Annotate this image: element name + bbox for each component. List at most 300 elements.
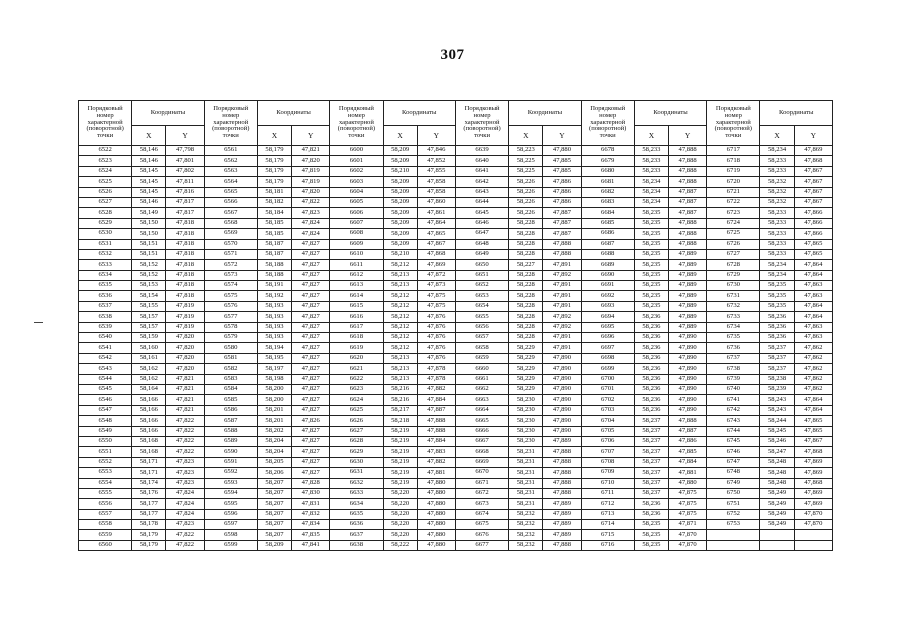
x-coordinate-cell: 58,220 [383,488,417,498]
point-number-cell: 6706 [581,436,634,446]
point-number-header: Порядковый номер характерной (поворотной) точки [581,101,634,146]
point-number-cell: 6555 [79,488,132,498]
x-coordinate-cell: 58,235 [634,249,668,259]
point-number-cell: 6749 [707,478,760,488]
point-number-cell: 6540 [79,333,132,343]
point-number-cell: 6591 [204,457,257,467]
point-number-cell: 6567 [204,208,257,218]
y-header: Y [166,126,204,146]
point-number-cell: 6577 [204,312,257,322]
x-coordinate-cell: 58,235 [634,530,668,540]
x-coordinate-cell: 58,188 [257,260,291,270]
x-coordinate-cell: 58,235 [634,239,668,249]
point-number-cell: 6636 [330,520,383,530]
x-coordinate-cell: 58,225 [509,156,543,166]
point-number-cell: 6543 [79,364,132,374]
point-number-cell: 6581 [204,353,257,363]
x-coordinate-cell: 58,161 [132,353,166,363]
x-coordinate-cell: 58,235 [634,270,668,280]
x-coordinate-cell: 58,209 [383,146,417,156]
point-number-cell: 6614 [330,291,383,301]
y-coordinate-cell: 47,860 [417,197,455,207]
y-coordinate-cell: 47,822 [166,530,204,540]
y-coordinate-cell: 47,887 [543,229,581,239]
x-coordinate-cell: 58,225 [509,166,543,176]
point-number-cell: 6556 [79,499,132,509]
y-coordinate-cell: 47,827 [292,364,330,374]
point-number-cell: 6535 [79,281,132,291]
y-coordinate-cell: 47,863 [794,322,832,332]
point-number-cell: 6637 [330,530,383,540]
point-number-cell: 6628 [330,436,383,446]
x-coordinate-cell: 58,171 [132,468,166,478]
point-number-cell: 6597 [204,520,257,530]
y-coordinate-cell: 47,887 [669,426,707,436]
y-coordinate-cell: 47,824 [166,488,204,498]
x-coordinate-cell: 58,218 [383,416,417,426]
y-coordinate-cell: 47,885 [543,156,581,166]
y-coordinate-cell: 47,887 [669,208,707,218]
point-number-cell: 6689 [581,260,634,270]
point-number-cell: 6553 [79,468,132,478]
x-coordinate-cell: 58,234 [760,270,794,280]
x-coordinate-cell: 58,193 [257,322,291,332]
point-number-cell: 6710 [581,478,634,488]
y-coordinate-cell: 47,818 [166,249,204,259]
table-row [79,509,833,519]
table-row [79,384,833,394]
y-coordinate-cell: 47,827 [292,426,330,436]
y-coordinate-cell: 47,827 [292,353,330,363]
x-coordinate-cell: 58,162 [132,374,166,384]
y-coordinate-cell: 47,822 [166,426,204,436]
y-coordinate-cell: 47,883 [417,447,455,457]
x-coordinate-cell: 58,159 [132,333,166,343]
point-number-cell: 6645 [455,208,508,218]
y-coordinate-cell: 47,890 [669,405,707,415]
y-coordinate-cell: 47,870 [794,509,832,519]
point-number-cell: 6559 [79,530,132,540]
y-coordinate-cell: 47,827 [292,447,330,457]
x-coordinate-cell: 58,236 [634,343,668,353]
y-coordinate-cell: 47,889 [543,530,581,540]
x-coordinate-cell: 58,231 [509,478,543,488]
table-row [79,540,833,550]
x-coordinate-cell: 58,229 [509,374,543,384]
point-number-cell: 6610 [330,249,383,259]
y-coordinate-cell: 47,888 [543,239,581,249]
x-coordinate-cell: 58,145 [132,166,166,176]
point-number-cell: 6674 [455,509,508,519]
point-number-cell: 6694 [581,312,634,322]
x-coordinate-cell: 58,219 [383,468,417,478]
y-header: Y [669,126,707,146]
x-coordinate-cell: 58,193 [257,301,291,311]
y-coordinate-cell: 47,880 [417,530,455,540]
point-number-cell: 6600 [330,146,383,156]
x-coordinate-cell: 58,235 [634,301,668,311]
y-coordinate-cell: 47,861 [417,208,455,218]
point-number-cell: 6537 [79,301,132,311]
x-coordinate-cell: 58,233 [634,166,668,176]
y-coordinate-cell: 47,870 [669,540,707,550]
y-coordinate-cell: 47,889 [669,291,707,301]
point-number-cell: 6571 [204,249,257,259]
x-coordinate-cell: 58,210 [383,166,417,176]
y-coordinate-cell: 47,889 [543,520,581,530]
point-number-cell: 6529 [79,218,132,228]
point-number-cell: 6606 [330,208,383,218]
x-coordinate-cell: 58,235 [634,229,668,239]
y-coordinate-cell: 47,818 [166,281,204,291]
y-coordinate-cell: 47,852 [417,156,455,166]
y-coordinate-cell: 47,862 [794,343,832,353]
point-number-cell: 6690 [581,270,634,280]
y-header: Y [417,126,455,146]
x-coordinate-cell: 58,185 [257,229,291,239]
y-coordinate-cell: 47,827 [292,384,330,394]
x-coordinate-cell: 58,151 [132,249,166,259]
y-coordinate-cell: 47,827 [292,405,330,415]
y-coordinate-cell: 47,891 [543,333,581,343]
point-number-cell: 6717 [707,146,760,156]
table-row [79,478,833,488]
point-number-cell: 6532 [79,249,132,259]
y-coordinate-cell: 47,823 [292,208,330,218]
table-row [79,208,833,218]
x-coordinate-cell: 58,213 [383,364,417,374]
x-coordinate-cell: 58,235 [634,291,668,301]
x-coordinate-cell: 58,236 [634,322,668,332]
point-number-cell: 6728 [707,260,760,270]
x-coordinate-cell: 58,236 [634,312,668,322]
x-coordinate-cell: 58,179 [257,166,291,176]
x-coordinate-cell: 58,151 [132,239,166,249]
point-number-cell: 6551 [79,447,132,457]
x-coordinate-cell: 58,150 [132,218,166,228]
point-number-cell: 6596 [204,509,257,519]
y-coordinate-cell: 47,866 [794,229,832,239]
y-coordinate-cell: 47,818 [166,239,204,249]
point-number-cell: 6533 [79,260,132,270]
point-number-cell: 6593 [204,478,257,488]
point-number-cell: 6740 [707,384,760,394]
y-coordinate-cell: 47,884 [417,436,455,446]
x-coordinate-cell: 58,179 [132,530,166,540]
point-number-cell: 6714 [581,520,634,530]
point-number-cell: 6612 [330,270,383,280]
x-coordinate-cell: 58,149 [132,208,166,218]
y-coordinate-cell: 47,890 [543,426,581,436]
point-number-cell: 6737 [707,353,760,363]
y-coordinate-cell: 47,889 [669,312,707,322]
point-number-cell: 6547 [79,405,132,415]
x-coordinate-cell: 58,219 [383,426,417,436]
table-row [79,156,833,166]
y-coordinate-cell: 47,820 [166,343,204,353]
y-coordinate-cell: 47,858 [417,187,455,197]
y-coordinate-cell: 47,846 [417,146,455,156]
x-coordinate-cell: 58,235 [760,281,794,291]
x-coordinate-cell: 58,146 [132,197,166,207]
x-coordinate-cell: 58,236 [634,353,668,363]
point-number-cell: 6676 [455,530,508,540]
y-coordinate-cell: 47,865 [417,229,455,239]
y-coordinate-cell: 47,890 [543,364,581,374]
y-coordinate-cell: 47,818 [166,218,204,228]
point-number-cell: 6536 [79,291,132,301]
y-coordinate-cell: 47,835 [292,530,330,540]
x-coordinate-cell: 58,237 [634,436,668,446]
point-number-cell: 6666 [455,426,508,436]
y-coordinate-cell: 47,866 [794,218,832,228]
y-coordinate-cell: 47,888 [669,239,707,249]
y-coordinate-cell: 47,869 [794,488,832,498]
table-row [79,395,833,405]
y-coordinate-cell: 47,866 [794,208,832,218]
table-row [79,374,833,384]
point-number-cell: 6650 [455,260,508,270]
y-coordinate-cell: 47,867 [794,166,832,176]
point-number-cell: 6524 [79,166,132,176]
x-coordinate-cell: 58,193 [257,312,291,322]
y-coordinate-cell: 47,865 [794,239,832,249]
table-header [79,101,833,146]
x-coordinate-cell: 58,236 [634,384,668,394]
x-coordinate-cell: 58,184 [257,208,291,218]
point-number-cell: 6560 [79,540,132,550]
y-coordinate-cell: 47,887 [669,187,707,197]
x-coordinate-cell: 58,233 [760,166,794,176]
point-number-cell: 6613 [330,281,383,291]
point-number-cell: 6752 [707,509,760,519]
point-number-cell: 6660 [455,364,508,374]
point-number-cell: 6640 [455,156,508,166]
x-coordinate-cell: 58,166 [132,426,166,436]
x-coordinate-cell: 58,234 [760,146,794,156]
x-coordinate-cell: 58,213 [383,374,417,384]
y-coordinate-cell: 47,816 [166,187,204,197]
x-coordinate-cell: 58,191 [257,281,291,291]
x-coordinate-cell: 58,228 [509,333,543,343]
y-coordinate-cell: 47,824 [292,229,330,239]
y-coordinate-cell: 47,824 [166,509,204,519]
point-number-cell: 6723 [707,208,760,218]
x-coordinate-cell: 58,235 [634,218,668,228]
y-coordinate-cell: 47,865 [794,416,832,426]
point-number-cell: 6554 [79,478,132,488]
point-number-cell: 6702 [581,395,634,405]
point-number-cell: 6564 [204,177,257,187]
point-number-cell: 6550 [79,436,132,446]
x-coordinate-cell: 58,153 [132,281,166,291]
x-coordinate-cell: 58,229 [509,364,543,374]
point-number-cell: 6638 [330,540,383,550]
x-coordinate-cell: 58,220 [383,509,417,519]
x-coordinate-cell: 58,204 [257,447,291,457]
y-coordinate-cell: 47,864 [417,218,455,228]
point-number-cell: 6545 [79,384,132,394]
y-coordinate-cell: 47,865 [794,249,832,259]
x-coordinate-cell: 58,179 [257,146,291,156]
point-number-cell: 6630 [330,457,383,467]
x-coordinate-cell: 58,236 [634,364,668,374]
point-number-cell: 6608 [330,229,383,239]
y-coordinate-cell: 47,889 [543,509,581,519]
x-coordinate-cell: 58,248 [760,457,794,467]
y-coordinate-cell: 47,867 [417,239,455,249]
point-number-cell: 6672 [455,488,508,498]
y-coordinate-cell: 47,888 [417,426,455,436]
y-coordinate-cell: 47,822 [166,447,204,457]
point-number-cell: 6746 [707,447,760,457]
x-header: X [509,126,543,146]
table-row [79,364,833,374]
y-coordinate-cell: 47,863 [794,281,832,291]
x-coordinate-cell: 58,166 [132,405,166,415]
x-coordinate-cell: 58,202 [257,426,291,436]
x-coordinate-cell: 58,209 [383,239,417,249]
y-coordinate-cell: 47,821 [166,395,204,405]
y-coordinate-cell: 47,822 [166,416,204,426]
y-coordinate-cell: 47,885 [669,447,707,457]
point-number-cell: 6622 [330,374,383,384]
point-number-cell: 6669 [455,457,508,467]
x-coordinate-cell: 58,178 [132,520,166,530]
point-number-cell: 6700 [581,374,634,384]
y-coordinate-cell: 47,892 [543,312,581,322]
x-coordinate-cell: 58,166 [132,395,166,405]
point-number-cell: 6627 [330,426,383,436]
x-coordinate-cell: 58,249 [760,488,794,498]
coordinates-header: Координаты [634,101,706,126]
y-coordinate-cell: 47,886 [543,197,581,207]
x-coordinate-cell: 58,234 [634,197,668,207]
x-coordinate-cell: 58,245 [760,426,794,436]
point-number-cell: 6743 [707,416,760,426]
x-coordinate-cell: 58,233 [760,229,794,239]
x-coordinate-cell: 58,182 [257,197,291,207]
y-coordinate-cell: 47,880 [417,509,455,519]
table-row [79,249,833,259]
point-number-cell: 6720 [707,177,760,187]
point-number-cell: 6620 [330,353,383,363]
x-coordinate-cell: 58,157 [132,322,166,332]
point-number-cell: 6578 [204,322,257,332]
y-coordinate-cell: 47,818 [166,270,204,280]
y-coordinate-cell: 47,888 [543,468,581,478]
x-coordinate-cell: 58,235 [760,291,794,301]
y-coordinate-cell: 47,888 [669,229,707,239]
x-coordinate-cell: 58,231 [509,457,543,467]
x-header: X [760,126,794,146]
point-number-cell: 6561 [204,146,257,156]
point-number-cell: 6739 [707,374,760,384]
x-coordinate-cell: 58,228 [509,229,543,239]
point-number-cell: 6590 [204,447,257,457]
point-number-cell: 6642 [455,177,508,187]
y-coordinate-cell: 47,821 [292,146,330,156]
x-coordinate-cell: 58,209 [383,156,417,166]
point-number-cell: 6751 [707,499,760,509]
y-coordinate-cell: 47,827 [292,395,330,405]
x-coordinate-cell: 58,222 [383,540,417,550]
y-coordinate-cell: 47,862 [794,374,832,384]
x-coordinate-cell: 58,152 [132,260,166,270]
y-coordinate-cell [794,530,832,540]
y-coordinate-cell: 47,864 [794,301,832,311]
y-coordinate-cell: 47,884 [669,457,707,467]
y-coordinate-cell: 47,886 [543,187,581,197]
y-coordinate-cell: 47,827 [292,260,330,270]
y-coordinate-cell: 47,827 [292,374,330,384]
x-coordinate-cell: 58,230 [509,395,543,405]
point-number-cell: 6594 [204,488,257,498]
y-coordinate-cell: 47,827 [292,343,330,353]
x-coordinate-cell: 58,205 [257,457,291,467]
y-coordinate-cell: 47,890 [669,364,707,374]
table-row [79,416,833,426]
y-coordinate-cell: 47,880 [543,146,581,156]
y-coordinate-cell: 47,826 [292,416,330,426]
point-number-cell: 6624 [330,395,383,405]
x-coordinate-cell: 58,213 [383,281,417,291]
table-row [79,229,833,239]
y-coordinate-cell: 47,888 [543,457,581,467]
point-number-cell: 6633 [330,488,383,498]
x-coordinate-cell: 58,231 [509,499,543,509]
point-number-cell: 6618 [330,333,383,343]
x-coordinate-cell: 58,201 [257,405,291,415]
x-coordinate-cell: 58,204 [257,436,291,446]
y-coordinate-cell: 47,869 [794,146,832,156]
point-number-cell: 6604 [330,187,383,197]
x-coordinate-cell: 58,228 [509,218,543,228]
x-coordinate-cell: 58,179 [257,177,291,187]
point-number-header: Порядковый номер характерной (поворотной) точки [204,101,257,146]
table-row [79,322,833,332]
point-number-cell: 6582 [204,364,257,374]
x-coordinate-cell: 58,231 [509,488,543,498]
x-coordinate-cell: 58,207 [257,478,291,488]
x-coordinate-cell: 58,168 [132,436,166,446]
y-coordinate-cell: 47,882 [417,384,455,394]
point-number-cell: 6682 [581,187,634,197]
point-number-cell: 6719 [707,166,760,176]
point-number-cell [707,530,760,540]
x-coordinate-cell: 58,237 [634,488,668,498]
x-coordinate-cell: 58,219 [383,457,417,467]
point-number-cell: 6589 [204,436,257,446]
y-coordinate-cell: 47,830 [292,488,330,498]
point-number-cell: 6616 [330,312,383,322]
coordinates-header: Координаты [383,101,455,126]
y-coordinate-cell: 47,869 [794,499,832,509]
point-number-cell: 6708 [581,457,634,467]
point-number-cell: 6631 [330,468,383,478]
point-number-cell: 6665 [455,416,508,426]
point-number-cell: 6641 [455,166,508,176]
point-number-cell: 6725 [707,229,760,239]
table-row [79,146,833,156]
x-coordinate-cell: 58,236 [634,509,668,519]
x-coordinate-cell: 58,235 [634,260,668,270]
x-coordinate-cell: 58,219 [383,478,417,488]
x-coordinate-cell: 58,232 [509,520,543,530]
y-coordinate-cell: 47,834 [292,520,330,530]
point-number-cell: 6539 [79,322,132,332]
x-coordinate-cell: 58,212 [383,322,417,332]
